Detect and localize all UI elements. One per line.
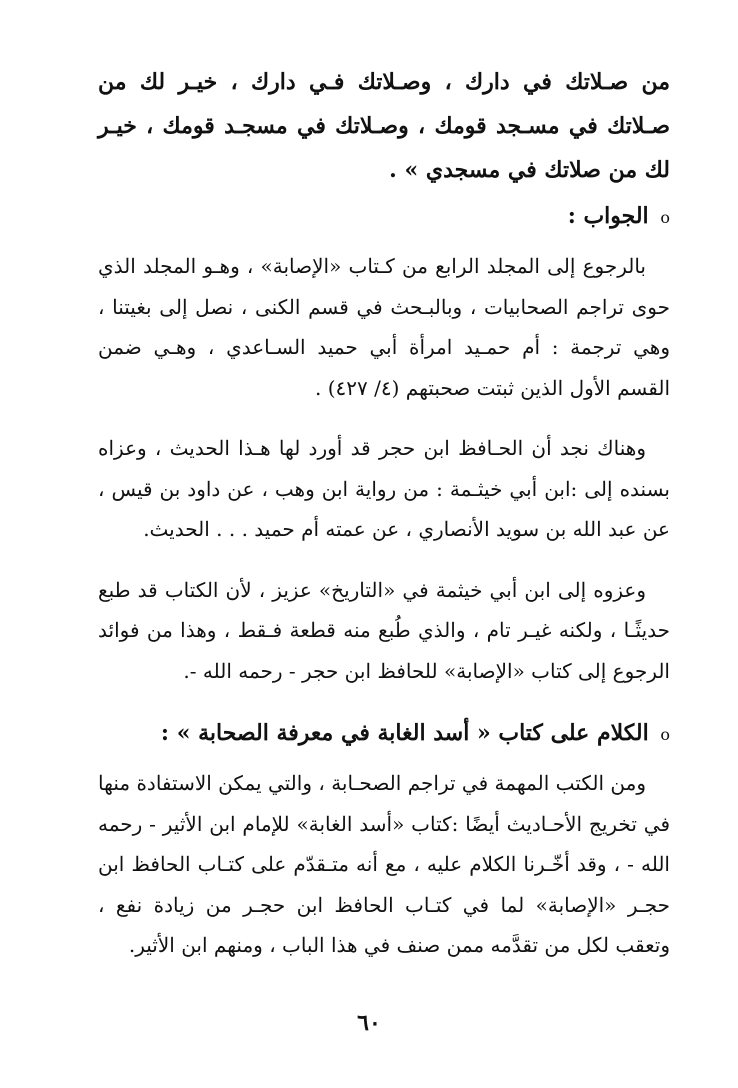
paragraph-ibn-hajar-attribution: وهناك نجد أن الحـافظ ابن حجر قد أورد لها هـذا الحديث ، وعزاه بسنده إلى :ابن أبي خيثـمة : من رواية ابن وهب ، عن داود بن قيس ، عن عبد الله بن سويد الأنصاري ، عن عمته أم حميد . . . الحديث. [98,436,670,541]
circle-bullet-icon: o [660,208,670,227]
hadith-text: من صـلاتك في دارك ، وصـلاتك فـي دارك ، خيـر لك من صـلاتك في مسـجد قومك ، وصـلاتك في مسجـد قومك ، خيـر لك من صلاتك في مسجدي » . [98,69,670,183]
page-number: ٦٠ [357,1010,381,1036]
answer-heading [98,194,670,240]
circle-bullet-icon: o [660,725,670,744]
section-heading-text: الكلام على كتاب « أسد الغابة في معرفة الصحابة » : [160,720,649,746]
paragraph-isabah-reference: بالرجوع إلى المجلد الرابع من كـتاب «الإصابة» ، وهـو المجلد الذي حوى تراجم الصحابيات ، وبالبـحث في قسم الكنى ، نصل إلى بغيتنا ، وهي ترجمة : أم حمـيد امرأة أبي حميد السـاعدي ، وهـي ضمن القسم الأول الذين ثبتت صحبتهم (٤/ ٤٢٧) . [98,254,670,400]
paragraph-ibn-abi-khaythama: وعزوه إلى ابن أبي خيثمة في «التاريخ» عزيز ، لأن الكتاب قد طبع حديثًـا ، ولكنه غيـر تام ، والذي طُبع منه قطعة فـقط ، وهذا من فوائد الرجوع إلى كتاب «الإصابة» للحافظ ابن حجر - رحمه الله -. [98,577,670,683]
section-heading [98,711,670,757]
answer-heading-text: الجواب : [567,203,649,229]
page-body [98,60,670,986]
paragraph-usd-al-ghaba: ومن الكتب المهمة في تراجم الصحـابة ، والتي يمكن الاستفادة منها في تخريج الأحـاديث أيضًا :كتاب «أسد الغابة» للإمام ابن الأثير - رحمه الله - ، وقد أخّـرنا الكلام عليه ، مع أنه متـقدّم على كتـاب الحافظ ابن حجـر «الإصابة» لما في كتـاب الحافظ ابن حجـر من زيادة نفع ، وتعقب لكل من تقدَّمه ممن صنف في هذا الباب ، ومنهم ابن الأثير. [98,771,670,957]
